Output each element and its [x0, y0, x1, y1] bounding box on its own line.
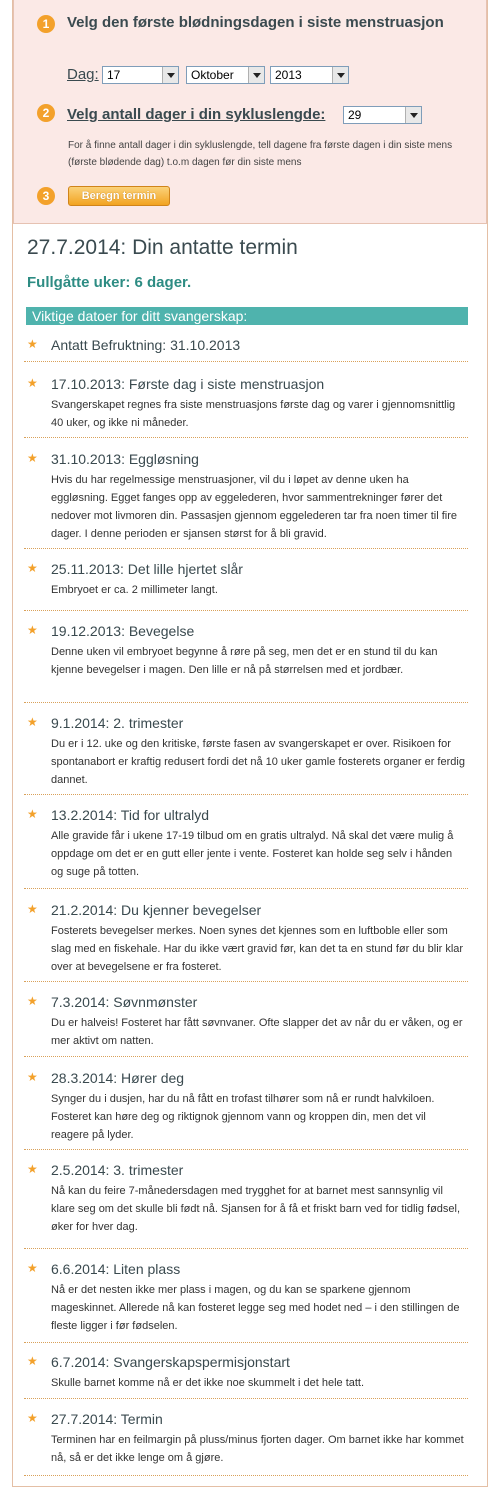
event-title: 27.7.2014: Termin	[51, 1411, 163, 1427]
star-icon: ★	[27, 623, 38, 637]
star-icon: ★	[27, 451, 38, 465]
cycle-length-value: 29	[348, 108, 362, 122]
event-description: Hvis du har regelmessige menstruasjoner, vil du i løpet av denne uken ha eggløsning. Egget fanges opp av eggelederen, hvor sammentrekninger fører det nedover mot livmoren din. Passasjen gjennom eggelederen tar fra noen timer til fire dager. I denne perioden er sjansen størst for å bli gravid.	[51, 474, 457, 540]
divider	[24, 794, 468, 795]
star-icon: ★	[27, 1411, 38, 1425]
due-date-calculator	[13, 0, 487, 224]
event-title: 21.2.2014: Du kjenner bevegelser	[51, 902, 262, 918]
event-description: Denne uken vil embryoet begynne å røre på seg, men det er en stund til du kan kjenne bevegelser i magen. Den lille er nå på størrelsen med et jordbær.	[51, 646, 438, 676]
event-description: Alle gravide får i ukene 17-19 tilbud om en gratis ultralyd. Nå skal det være mulig å oppdage om det er en gutt eller jente i vente. Fosteret kan holde seg selv i hånden og suge på totten.	[51, 830, 454, 878]
year-select-value: 2013	[275, 68, 302, 82]
event-description: Du er i 12. uke og den kritiske, første fasen av svangerskapet er over. Risikoen for spontanabort er kraftig redusert fordi det nå 10 uker gamle fosterets organer er ferdig dannet.	[51, 738, 465, 786]
star-icon: ★	[27, 994, 38, 1008]
divider	[24, 548, 468, 549]
star-icon: ★	[27, 807, 38, 821]
divider	[24, 610, 468, 611]
year-select[interactable]	[270, 66, 349, 84]
event-title: 13.2.2014: Tid for ultralyd	[51, 807, 209, 823]
event-description: Svangerskapet regnes fra siste menstruasjons første dag og varer i gjennomsnittlig 40 uker, og ikke ni måneder.	[51, 399, 456, 429]
star-icon: ★	[27, 561, 38, 575]
step-1-badge: 1	[37, 15, 55, 33]
star-icon: ★	[27, 1070, 38, 1084]
month-select-value: Oktober	[191, 68, 234, 82]
divider	[24, 1056, 468, 1057]
due-date-heading: 27.7.2014: Din antatte termin	[27, 236, 298, 259]
event-title: 25.11.2013: Det lille hjertet slår	[51, 561, 243, 577]
event-title: 19.12.2013: Bevegelse	[51, 623, 195, 639]
divider	[24, 702, 468, 703]
divider	[24, 981, 468, 982]
divider	[24, 437, 468, 438]
step-1-title: Velg den første blødningsdagen i siste menstruasjon	[67, 14, 444, 31]
day-select-value: 17	[107, 68, 121, 82]
event-title: 28.3.2014: Hører deg	[51, 1070, 185, 1086]
divider	[24, 361, 468, 362]
day-label: Dag:	[67, 66, 99, 83]
event-description: Embryoet er ca. 2 millimeter langt.	[51, 584, 218, 596]
cycle-length-select[interactable]	[343, 106, 422, 124]
divider	[24, 1248, 468, 1249]
event-description: Du er halveis! Fosteret har fått søvnvaner. Ofte slapper det av når du er våken, og er mer aktivt om natten.	[51, 1017, 463, 1047]
completed-weeks: Fullgåtte uker: 6 dager.	[27, 274, 192, 291]
event-description: Nå kan du feire 7-månedersdagen med trygghet for at barnet mest sannsynlig vil klare seg om det skulle bli født nå. Sjansen for å få et friskt barn ved for tidlig fødsel, øker for hver dag.	[51, 1185, 461, 1233]
divider	[24, 1398, 468, 1399]
star-icon: ★	[27, 337, 38, 351]
step-3-badge: 3	[37, 187, 55, 205]
star-icon: ★	[27, 1261, 38, 1275]
event-title: 7.3.2014: Søvnmønster	[51, 994, 198, 1010]
step-2-badge: 2	[37, 104, 55, 122]
important-dates-header: Viktige datoer for ditt svangerskap:	[26, 307, 468, 325]
star-icon: ★	[27, 902, 38, 916]
step-2-title: Velg antall dager i din sykluslengde:	[67, 106, 326, 123]
divider	[24, 1475, 468, 1476]
day-select[interactable]	[102, 66, 179, 84]
event-description: Nå er det nesten ikke mer plass i magen, og du kan se sparkene gjennom mageskinnet. Allerede nå kan fosteret legge seg med hodet ned – i den stillingen de fleste ligger i før fødselen.	[51, 1284, 460, 1332]
chevron-down-icon[interactable]	[162, 67, 178, 83]
event-description: Fosterets bevegelser merkes. Noen synes det kjennes som en luftboble eller som slag med en fiskehale. Har du ikke vært gravid før, kan det ta en stund før du blir klar over at bevegelsene er fra fosteret.	[51, 925, 464, 973]
chevron-down-icon[interactable]	[405, 107, 421, 123]
event-title: 31.10.2013: Eggløsning	[51, 451, 199, 467]
event-description: Terminen har en feilmargin på pluss/minus fjorten dager. Om barnet ikke har kommet nå, så er det ikke lenge om å gjøre.	[51, 1434, 464, 1464]
event-description: Synger du i dusjen, har du nå fått en trofast tilhører som nå er rundt halvkiloen. Fosteret kan høre deg og riktignok gjennom vann og kroppen din, men det vil reagere på lyder.	[51, 1093, 435, 1141]
divider	[24, 1149, 468, 1150]
chevron-down-icon[interactable]	[332, 67, 348, 83]
event-title: 6.6.2014: Liten plass	[51, 1261, 181, 1277]
cycle-help-text: For å finne antall dager i din sykluslengde, tell dagene fra første dagen i din siste mens (første blødende dag) t.o.m dagen før din siste mens	[68, 140, 453, 168]
month-select[interactable]	[186, 66, 265, 84]
event-title: 9.1.2014: 2. trimester	[51, 715, 184, 731]
event-title: 6.7.2014: Svangerskapspermisjonstart	[51, 1354, 290, 1370]
event-title: Antatt Befruktning: 31.10.2013	[51, 337, 241, 353]
divider	[24, 1342, 468, 1343]
divider	[24, 888, 468, 889]
star-icon: ★	[27, 715, 38, 729]
star-icon: ★	[27, 1162, 38, 1176]
star-icon: ★	[27, 1354, 38, 1368]
calculate-due-date-button[interactable]: Beregn termin	[68, 186, 170, 206]
chevron-down-icon[interactable]	[248, 67, 264, 83]
event-title: 17.10.2013: Første dag i siste menstruasjon	[51, 376, 325, 392]
event-description: Skulle barnet komme nå er det ikke noe skummelt i det hele tatt.	[51, 1377, 365, 1389]
star-icon: ★	[27, 376, 38, 390]
event-title: 2.5.2014: 3. trimester	[51, 1162, 184, 1178]
